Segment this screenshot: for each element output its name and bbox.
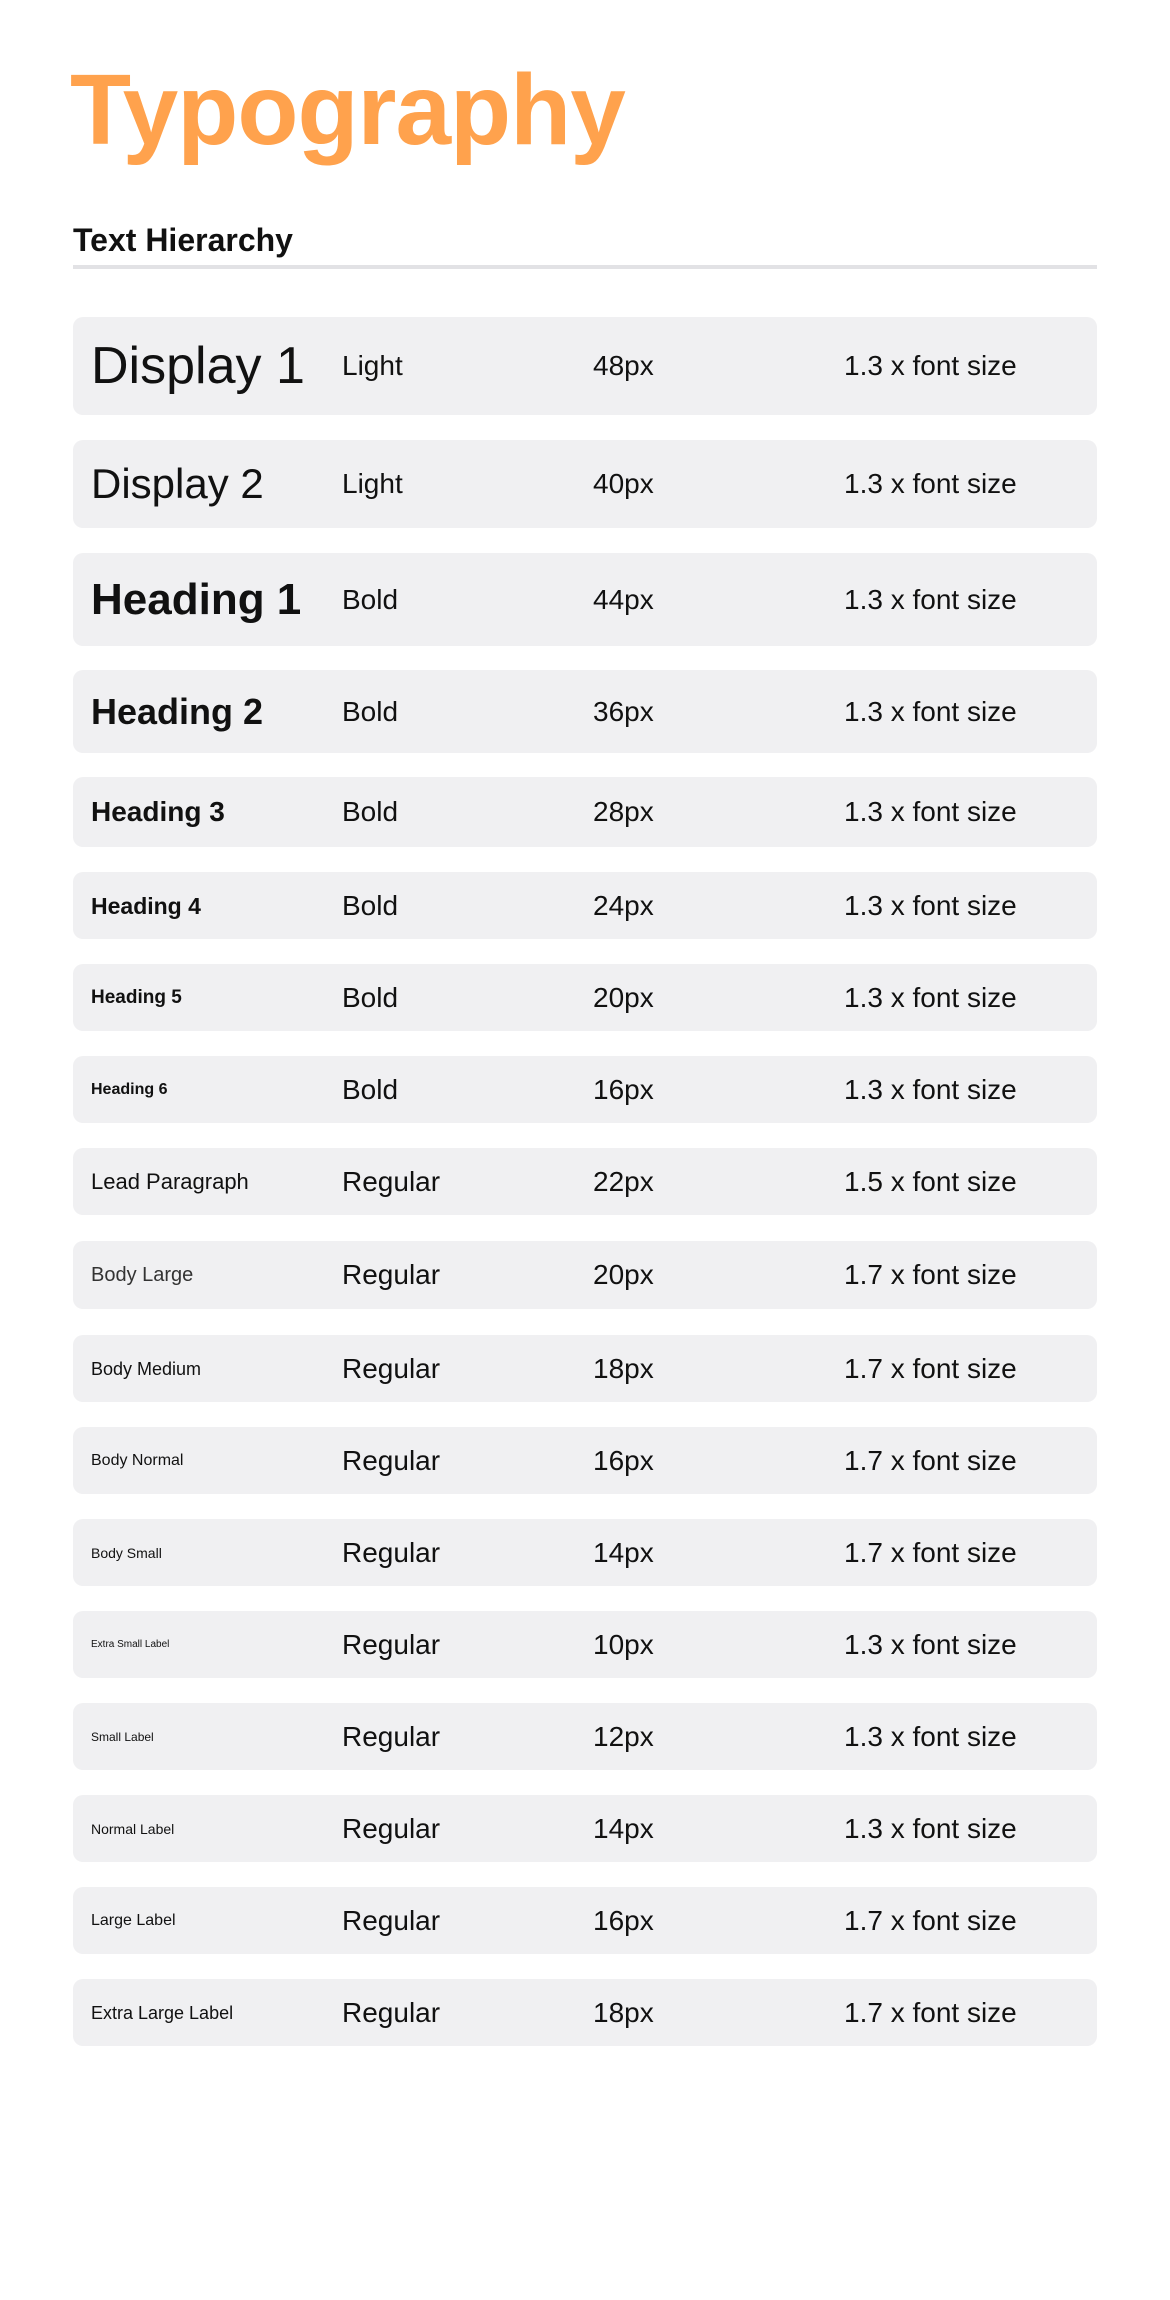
page-title: Typography [70, 54, 625, 166]
style-line-height: 1.3 x font size [844, 889, 1017, 921]
style-weight: Regular [342, 1628, 441, 1660]
style-line-height: 1.5 x font size [844, 1165, 1017, 1197]
style-size: 16px [593, 1904, 654, 1936]
style-size: 14px [593, 1536, 654, 1568]
style-size: 20px [593, 1259, 654, 1290]
style-weight: Regular [342, 1352, 441, 1384]
style-name: Display 1 [91, 337, 305, 395]
style-weight: Bold [342, 695, 399, 727]
style-weight: Bold [342, 583, 399, 615]
type-row-normal-label [73, 1795, 1097, 1862]
style-size: 40px [593, 468, 654, 499]
style-weight: Regular [342, 1259, 441, 1290]
style-size: 24px [593, 889, 654, 921]
style-line-height: 1.3 x font size [844, 583, 1017, 615]
style-name: Small Label [91, 1729, 154, 1744]
type-row-body-normal [73, 1427, 1097, 1494]
type-row-body-medium [73, 1335, 1097, 1402]
style-weight: Bold [342, 889, 399, 921]
style-name: Heading 4 [91, 892, 201, 919]
style-weight: Regular [342, 1996, 441, 2028]
style-line-height: 1.3 x font size [844, 1073, 1017, 1105]
style-size: 16px [593, 1444, 654, 1476]
style-size: 28px [593, 796, 654, 827]
type-row-heading-4 [73, 872, 1097, 939]
type-row-heading-2 [73, 670, 1097, 753]
style-name: Body Normal [91, 1451, 184, 1469]
style-name: Display 2 [91, 460, 264, 507]
style-line-height: 1.7 x font size [844, 1536, 1017, 1568]
style-name: Lead Paragraph [91, 1168, 249, 1194]
type-row-extra-small-label [73, 1611, 1097, 1678]
style-line-height: 1.7 x font size [844, 1259, 1017, 1290]
style-name: Normal Label [91, 1820, 175, 1837]
type-row-body-large [73, 1241, 1097, 1309]
style-weight: Regular [342, 1720, 441, 1752]
type-row-heading-3 [73, 777, 1097, 847]
style-size: 18px [593, 1352, 654, 1384]
style-weight: Regular [342, 1536, 441, 1568]
style-line-height: 1.7 x font size [844, 1352, 1017, 1384]
type-row-display-1 [73, 317, 1097, 415]
style-size: 44px [593, 583, 654, 615]
style-size: 20px [593, 981, 654, 1013]
style-size: 16px [593, 1073, 654, 1105]
style-weight: Bold [342, 796, 399, 827]
style-line-height: 1.3 x font size [844, 1812, 1017, 1844]
style-line-height: 1.7 x font size [844, 1444, 1017, 1476]
type-row-lead-paragraph [73, 1148, 1097, 1215]
type-row-heading-1 [73, 553, 1097, 646]
style-name: Body Small [91, 1544, 162, 1561]
style-size: 18px [593, 1996, 654, 2028]
type-row-small-label [73, 1703, 1097, 1770]
type-row-body-small [73, 1519, 1097, 1586]
type-row-large-label [73, 1887, 1097, 1954]
style-weight: Light [342, 350, 403, 381]
style-line-height: 1.7 x font size [844, 1904, 1017, 1936]
style-size: 22px [593, 1165, 654, 1197]
style-line-height: 1.3 x font size [844, 1720, 1017, 1752]
style-size: 14px [593, 1812, 654, 1844]
style-name: Heading 1 [91, 574, 302, 624]
section-title: Text Hierarchy [73, 222, 293, 258]
style-name: Heading 5 [91, 986, 182, 1008]
style-weight: Regular [342, 1444, 441, 1476]
style-line-height: 1.3 x font size [844, 695, 1017, 727]
style-line-height: 1.3 x font size [844, 1628, 1017, 1660]
style-line-height: 1.3 x font size [844, 350, 1017, 381]
style-weight: Bold [342, 981, 399, 1013]
style-weight: Light [342, 468, 403, 499]
style-line-height: 1.7 x font size [844, 1996, 1017, 2028]
section-divider [73, 265, 1097, 269]
style-size: 12px [593, 1720, 654, 1752]
style-name: Body Medium [91, 1358, 202, 1379]
type-row-display-2 [73, 440, 1097, 528]
style-name: Heading 6 [91, 1080, 168, 1098]
type-row-heading-6 [73, 1056, 1097, 1123]
style-line-height: 1.3 x font size [844, 981, 1017, 1013]
style-name: Extra Large Label [91, 2002, 234, 2023]
style-line-height: 1.3 x font size [844, 468, 1017, 499]
style-weight: Regular [342, 1904, 441, 1936]
style-weight: Bold [342, 1073, 399, 1105]
style-name: Heading 2 [91, 690, 264, 732]
style-name: Heading 3 [91, 796, 225, 827]
type-row-extra-large-label [73, 1979, 1097, 2046]
style-name: Large Label [91, 1911, 176, 1929]
style-size: 48px [593, 350, 654, 381]
style-line-height: 1.3 x font size [844, 796, 1017, 827]
style-weight: Regular [342, 1165, 441, 1197]
style-size: 36px [593, 695, 654, 727]
style-weight: Regular [342, 1812, 441, 1844]
type-row-heading-5 [73, 964, 1097, 1031]
style-name: Extra Small Label [91, 1638, 170, 1650]
style-name: Body Large [91, 1264, 194, 1286]
style-size: 10px [593, 1628, 654, 1660]
